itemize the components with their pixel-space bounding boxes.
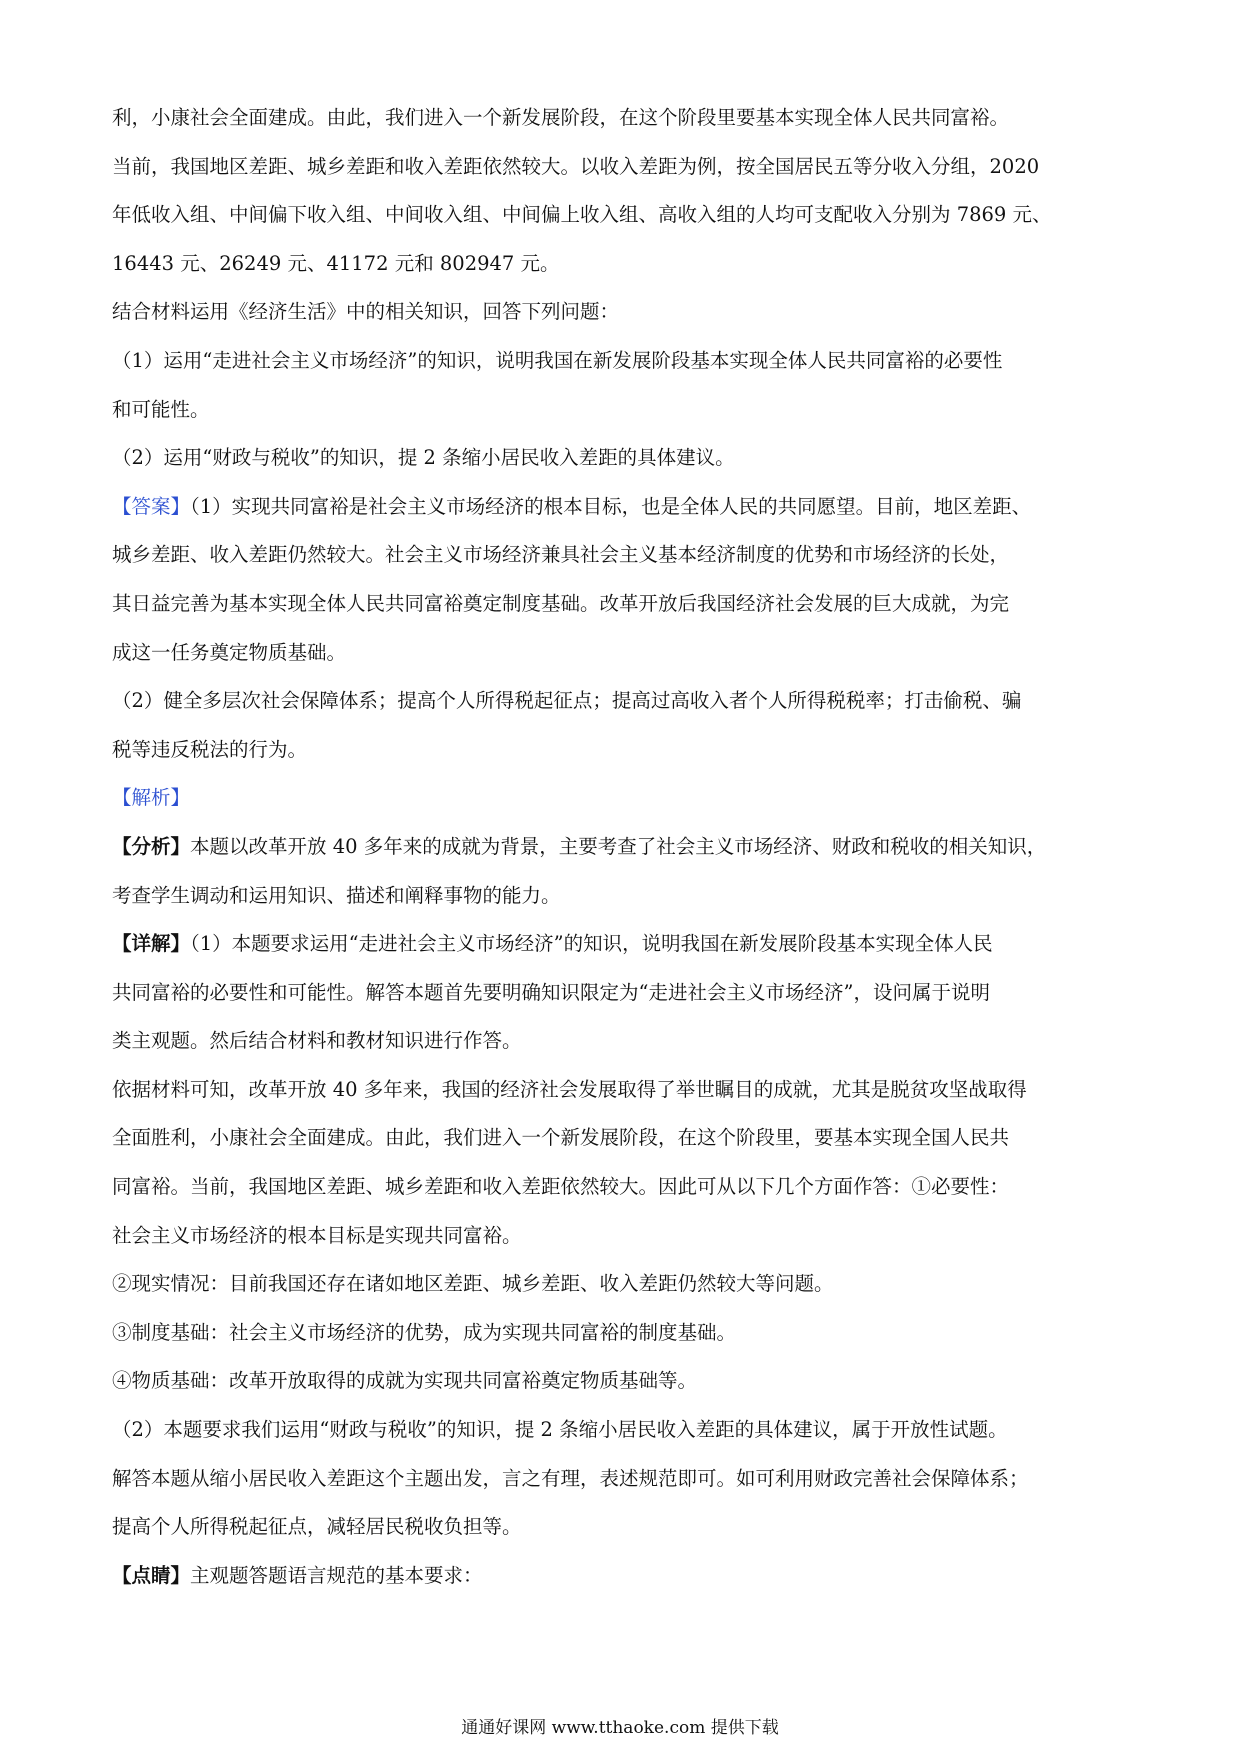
question-instruction: 结合材料运用《经济生活》中的相关知识，回答下列问题： [112, 300, 620, 324]
xiangjie-line: 共同富裕的必要性和可能性。解答本题首先要明确知识限定为“走进社会主义市场经济”，设问属于说明 [112, 980, 990, 1004]
fenxi-text: 本题以改革开放 40 多年来的成就为背景，主要考查了社会主义市场经济、财政和税收的相关知识， [190, 834, 1047, 858]
fenxi-line [112, 823, 1132, 872]
answer-line [112, 483, 1132, 532]
xiangjie-line: 提高个人所得税起征点，减轻居民税收负担等。 [112, 1515, 522, 1539]
page-footer: 通通好课网 www.tthaoke.com 提供下载 [461, 1718, 779, 1738]
question-item: （2）运用“财政与税收”的知识，提 2 条缩小居民收入差距的具体建议。 [112, 446, 735, 470]
dianjing-text: 主观题答题语言规范的基本要求： [190, 1563, 483, 1587]
xiangjie-line: ④物质基础：改革开放取得的成就为实现共同富裕奠定物质基础等。 [112, 1369, 698, 1393]
material-line: 年低收入组、中间偏下收入组、中间收入组、中间偏上收入组、高收入组的人均可支配收入分别为 7869 元、 [112, 203, 1052, 227]
answer-text: （1）实现共同富裕是社会主义市场经济的根本目标，也是全体人民的共同愿望。目前，地区差距、 [190, 494, 1032, 518]
answer-line: （2）健全多层次社会保障体系；提高个人所得税起征点；提高过高收入者个人所得税税率；打击偷税、骗 [112, 689, 1022, 713]
dianjing-tag: 【点睛】 [112, 1563, 191, 1587]
material-line: 利，小康社会全面建成。由此，我们进入一个新发展阶段，在这个阶段里要基本实现全体人民共同富裕。 [112, 106, 1010, 129]
xiangjie-line [112, 920, 1132, 969]
answer-line: 城乡差距、收入差距仍然较大。社会主义市场经济兼具社会主义基本经济制度的优势和市场经济的长处， [112, 543, 1010, 567]
fenxi-line: 考查学生调动和运用知识、描述和阐释事物的能力。 [112, 883, 561, 907]
question-item: 和可能性。 [112, 397, 210, 421]
analysis-tag: 【解析】 [112, 786, 191, 810]
answer-line: 其日益完善为基本实现全体人民共同富裕奠定制度基础。改革开放后我国经济社会发展的巨大成就，为完 [112, 591, 1010, 615]
xiangjie-line: ②现实情况：目前我国还存在诸如地区差距、城乡差距、收入差距仍然较大等问题。 [112, 1272, 834, 1296]
xiangjie-line: 类主观题。然后结合材料和教材知识进行作答。 [112, 1029, 522, 1053]
document-body [112, 94, 1132, 1600]
fenxi-tag: 【分析】 [112, 834, 191, 858]
answer-line: 成这一任务奠定物质基础。 [112, 640, 347, 664]
material-line: 16443 元、26249 元、41172 元和 802947 元。 [112, 251, 560, 275]
xiangjie-line: 全面胜利，小康社会全面建成。由此，我们进入一个新发展阶段，在这个阶段里，要基本实现全国人民共 [112, 1126, 1010, 1150]
dianjing-line [112, 1552, 1132, 1601]
material-line: 当前，我国地区差距、城乡差距和收入差距依然较大。以收入差距为例，按全国居民五等分收入分组，2020 [112, 154, 1040, 178]
xiangjie-tag: 【详解】 [112, 932, 191, 956]
question-item: （1）运用“走进社会主义市场经济”的知识，说明我国在新发展阶段基本实现全体人民共同富裕的必要性 [112, 348, 1003, 372]
xiangjie-text: （1）本题要求运用“走进社会主义市场经济”的知识，说明我国在新发展阶段基本实现全体人民 [190, 932, 993, 956]
xiangjie-line: 依据材料可知，改革开放 40 多年来，我国的经济社会发展取得了举世瞩目的成就，尤其是脱贫攻坚战取得 [112, 1077, 1027, 1101]
answer-tag: 【答案】 [112, 494, 191, 518]
answer-line: 税等违反税法的行为。 [112, 737, 308, 761]
xiangjie-line: ③制度基础：社会主义市场经济的优势，成为实现共同富裕的制度基础。 [112, 1320, 737, 1344]
xiangjie-line: 解答本题从缩小居民收入差距这个主题出发，言之有理，表述规范即可。如可利用财政完善社会保障体系； [112, 1466, 1029, 1490]
xiangjie-line: （2）本题要求我们运用“财政与税收”的知识，提 2 条缩小居民收入差距的具体建议，属于开放性试题。 [112, 1418, 1008, 1442]
xiangjie-line: 社会主义市场经济的根本目标是实现共同富裕。 [112, 1223, 522, 1247]
analysis-heading [112, 774, 1132, 823]
xiangjie-line: 同富裕。当前，我国地区差距、城乡差距和收入差距依然较大。因此可从以下几个方面作答：①必要性： [112, 1175, 1010, 1199]
